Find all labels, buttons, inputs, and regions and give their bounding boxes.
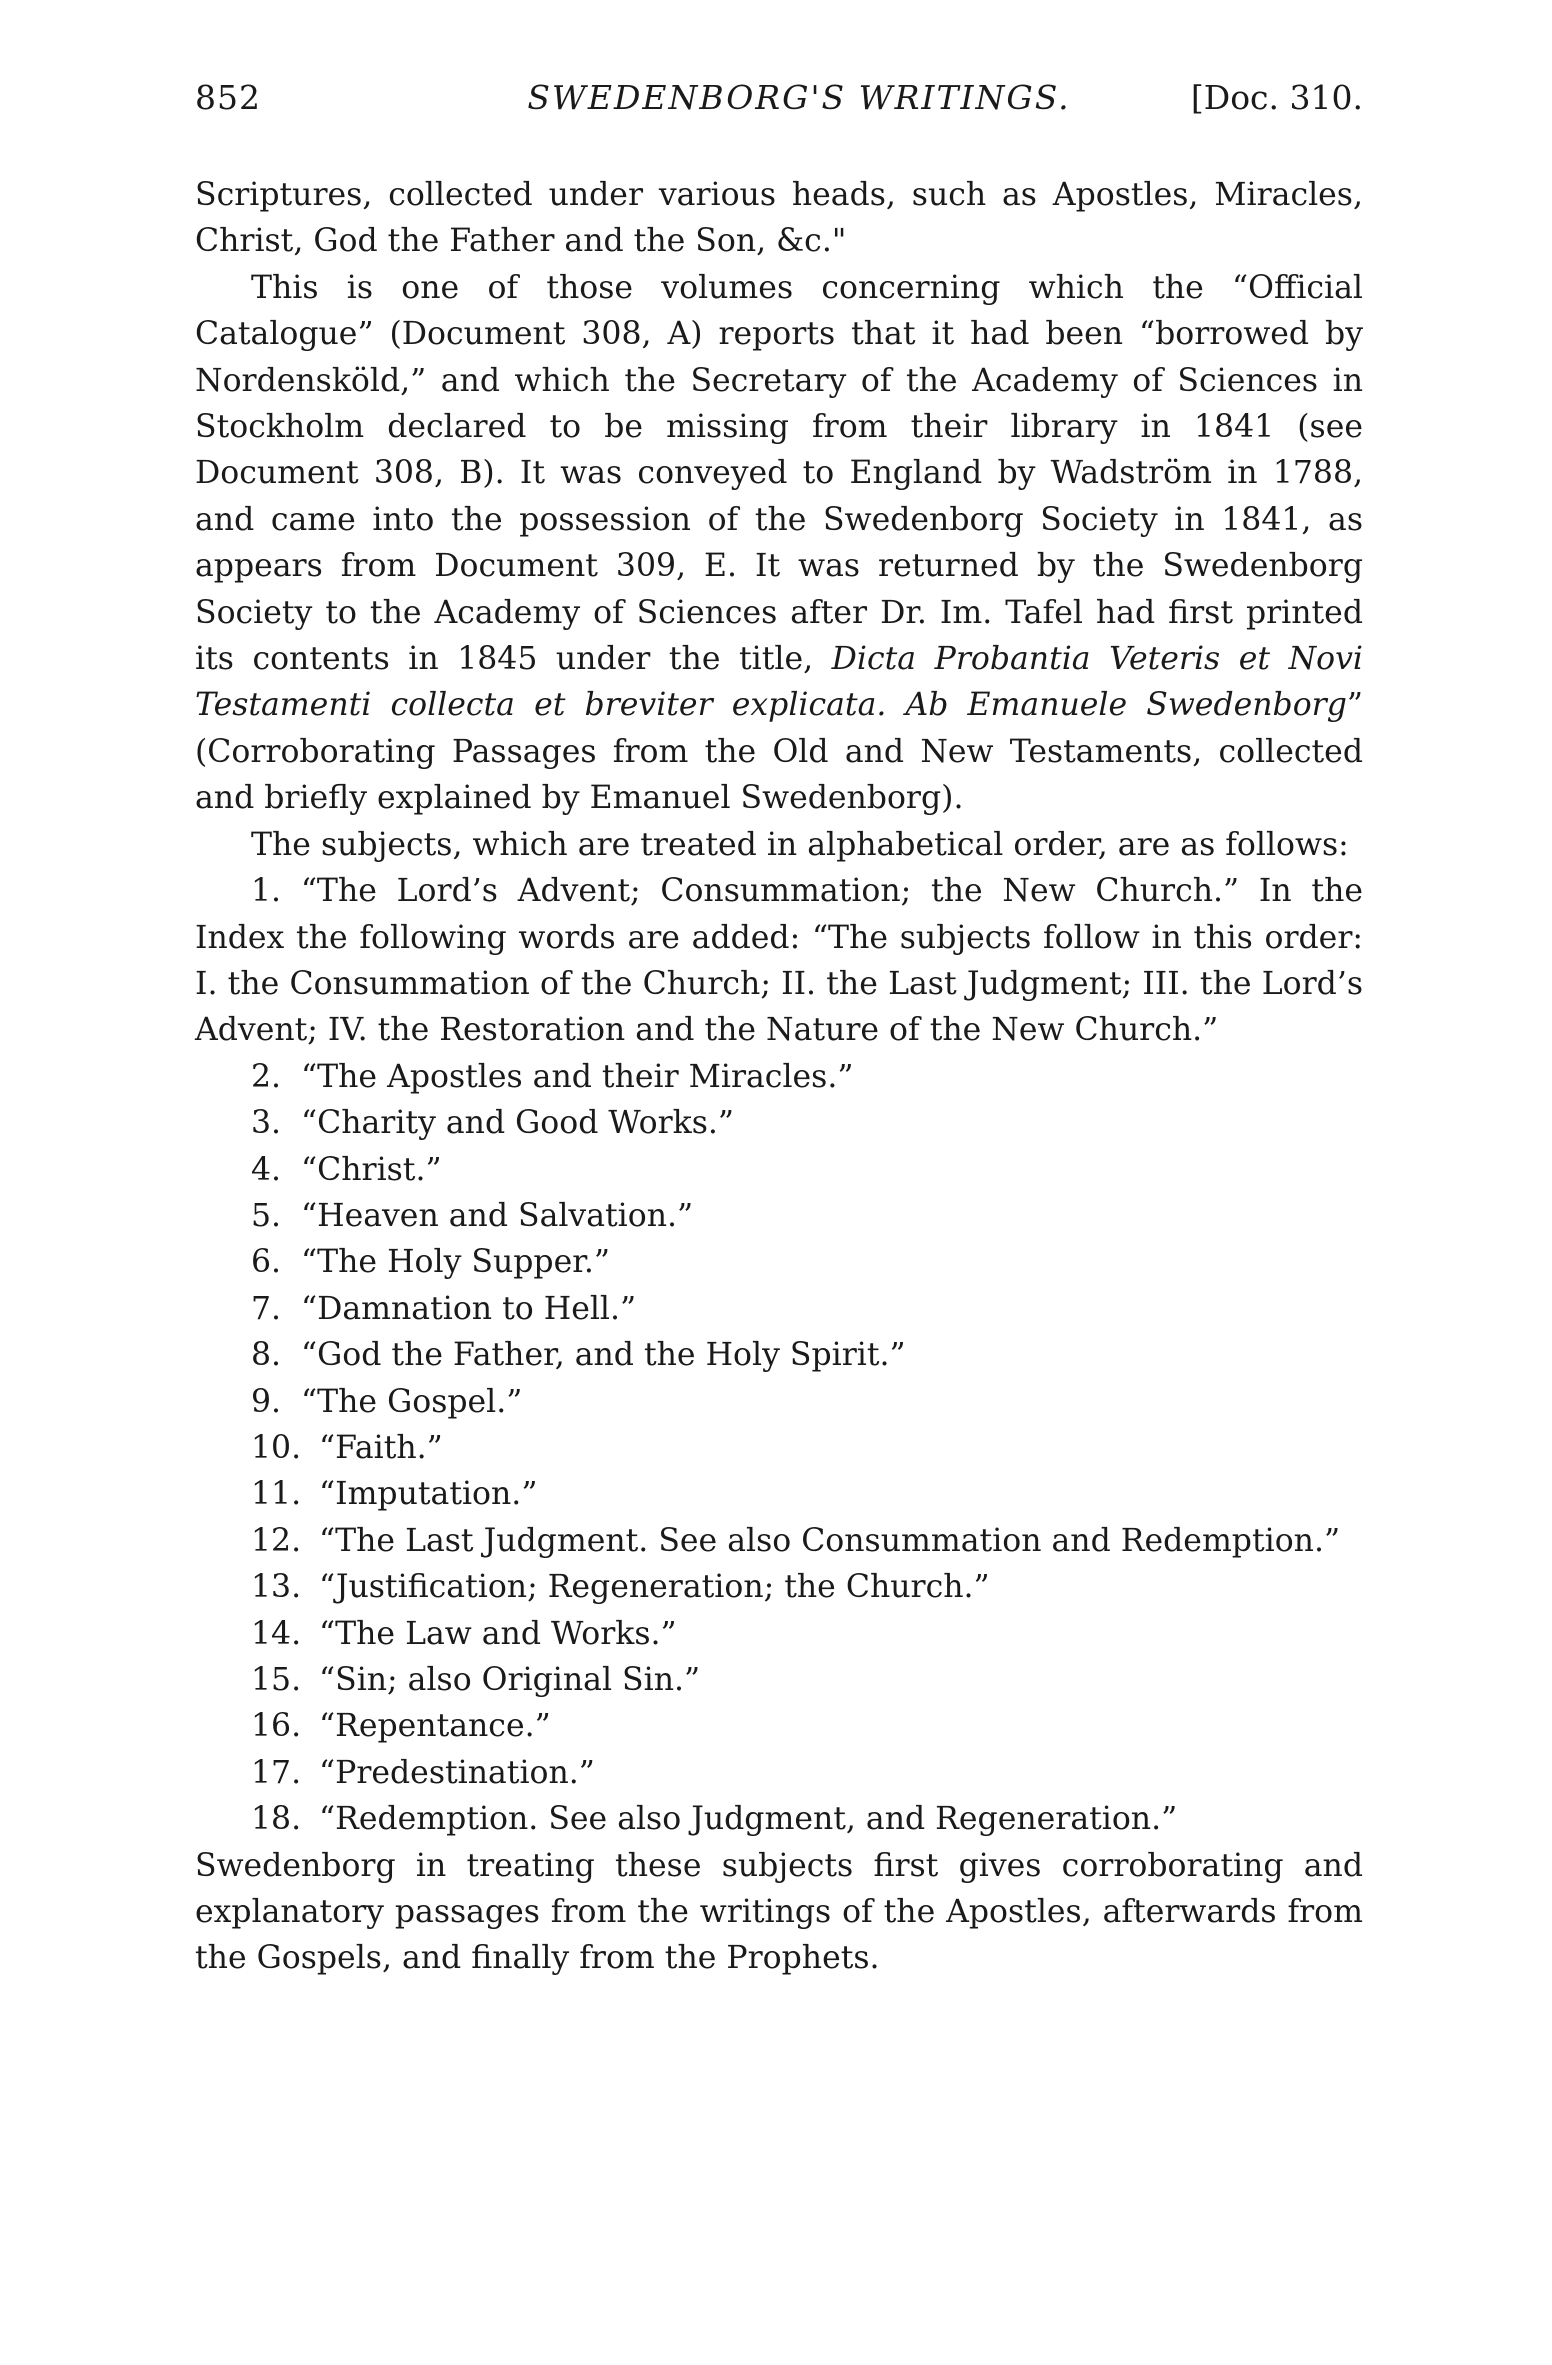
list-text: “Christ.” [301,1151,442,1188]
list-item [195,1054,1363,1100]
list-number: 5. [251,1197,282,1234]
list-item [195,1657,1363,1703]
list-number: 9. [251,1383,282,1420]
list-item [195,1611,1363,1657]
list-item [195,1518,1363,1564]
list-item [195,1379,1363,1425]
latin-title: Dicta Probantia Veteris et Novi Testamenti collecta et breviter explicata. Ab Emanuele Swedenborg [195,641,1364,724]
list-text: “Sin; also Original Sin.” [319,1662,701,1698]
paragraph-continued: Scriptures, collected under various heads, such as Apostles, Miracles, Christ, God the Father and the Son, &c." [195,177,1363,260]
list-text: “Charity and Good Works.” [301,1105,735,1142]
list-number: 16. [251,1708,302,1745]
list-item [195,1425,1363,1471]
list-text: “The Apostles and their Miracles.” [301,1058,854,1095]
body-text [195,172,1363,1982]
list-number: 14. [251,1615,302,1652]
list-text: “The Last Judgment. See also Consummation and Redemption.” [319,1522,1341,1559]
paragraph-text: This is one of those volumes concerning which the “Official Catalogue” (Document 308, A) reports that it had been “borrowed by Nordensköld,” and which the Secretary of the Academy of Sciences in Stockholm declared to be missing from their library in 1841 (see Document 308, B). It was conveyed to England by Wadström in 1788, and came into the possession of the Swedenborg Society in 1841, as appears from Document 309, E. It was returned by the Swedenborg Society to the Academy of Sciences after Dr. Im. Tafel had first printed its contents in 1845 under the title, [195,269,1363,678]
list-text: “Imputation.” [319,1476,538,1513]
list-number: 7. [251,1290,282,1327]
page [195,68,1363,1982]
list-item [195,1193,1363,1239]
paragraph-volume-history [195,265,1363,822]
list-item [195,1239,1363,1285]
list-text: “The Holy Supper.” [301,1244,610,1281]
list-text: “Heaven and Salvation.” [301,1197,694,1234]
list-item [195,1147,1363,1193]
list-text: “Justification; Regeneration; the Church.” [319,1569,990,1606]
list-item [195,1471,1363,1517]
list-number: 11. [251,1476,302,1513]
list-text: “God the Father, and the Holy Spirit.” [301,1337,906,1374]
list-item [195,1703,1363,1749]
list-item [195,1332,1363,1378]
subjects-list [195,868,1363,1843]
paragraph-text: ” (Corroborating Passages from the Old and New Testaments, collected and briefly explained by Emanuel Swedenborg). [195,687,1363,817]
list-text: “Faith.” [319,1429,443,1466]
list-text: “Predestination.” [319,1754,595,1791]
list-item [195,1564,1363,1610]
paragraph-subjects-intro: The subjects, which are treated in alphabetical order, are as follows: [251,826,1349,863]
list-number: 2. [251,1058,282,1095]
list-item [195,1796,1363,1842]
list-text: “Repentance.” [319,1708,551,1745]
running-title: SWEDENBORG'S WRITINGS. [527,78,1071,117]
list-text: “Redemption. See also Judgment, and Regeneration.” [319,1801,1178,1838]
list-number: 13. [251,1569,302,1606]
list-number: 17. [251,1754,302,1791]
list-text: “Damnation to Hell.” [301,1290,637,1327]
running-head [195,68,1363,128]
list-number: 10. [251,1429,302,1466]
list-number: 18. [251,1801,302,1838]
list-text: “The Law and Works.” [319,1615,677,1652]
paragraph-closing: Swedenborg in treating these subjects first gives corroborating and explanatory passages from the writings of the Apostles, afterwards from the Gospels, and finally from the Prophets. [195,1847,1363,1977]
list-number: 3. [251,1105,282,1142]
list-number: 12. [251,1522,302,1559]
list-number: 4. [251,1151,282,1188]
list-number: 8. [251,1337,282,1374]
list-item [195,1750,1363,1796]
list-text: “The Gospel.” [301,1383,523,1420]
list-item: 1. “The Lord’s Advent; Consummation; the New Church.” In the Index the following words are added: “The subjects follow in this order: I. the Consummation of the Church; II. the Last Judgment; III. the Lord’s Advent; IV. the Restoration and the Nature of the New Church.” [195,873,1363,1049]
page-number: 852 [195,78,261,117]
list-number: 15. [251,1662,302,1698]
list-item [195,1100,1363,1146]
list-item [195,1286,1363,1332]
document-reference: [Doc. 310. [1190,78,1363,117]
list-number: 6. [251,1244,282,1281]
